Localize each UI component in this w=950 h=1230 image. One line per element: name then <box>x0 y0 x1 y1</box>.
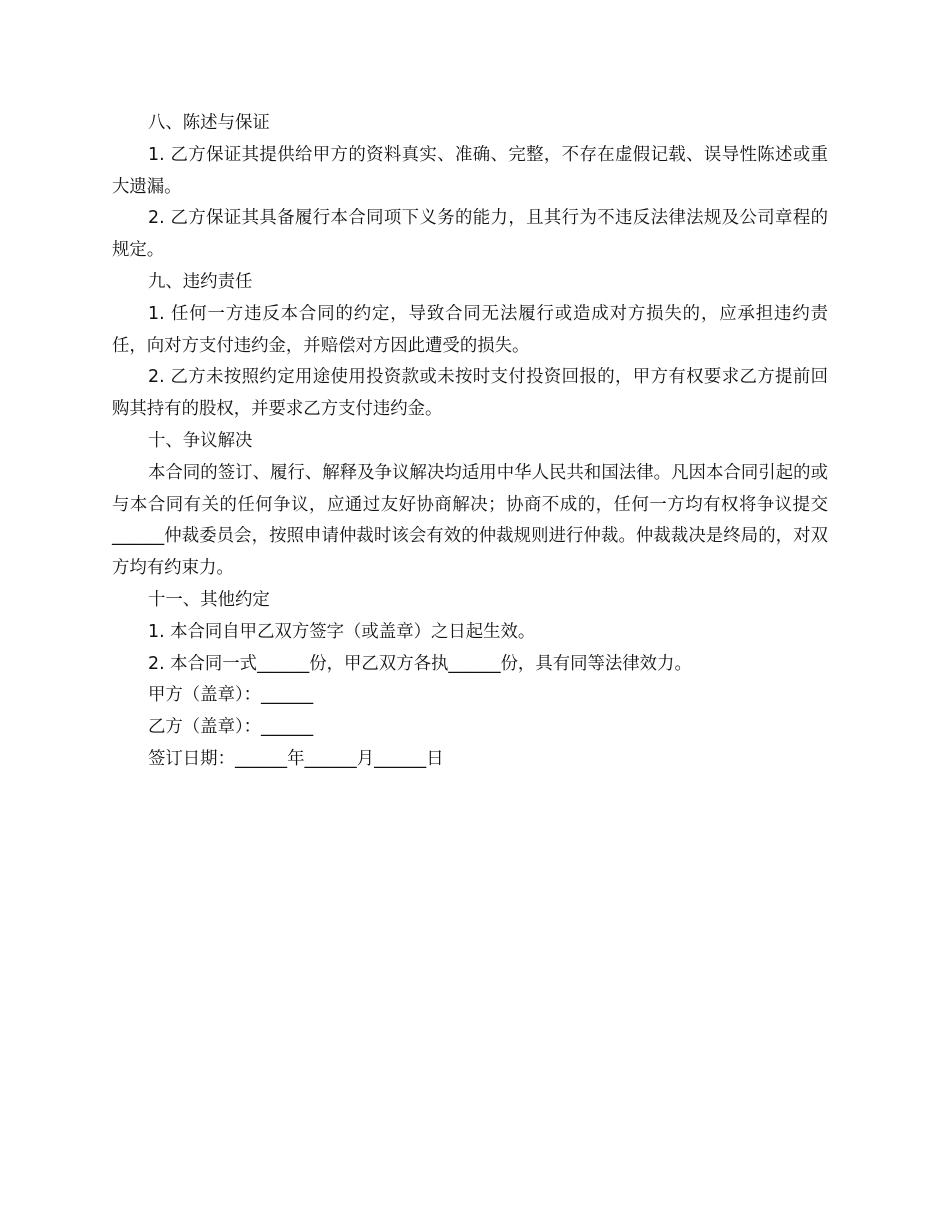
section-heading-representations: 八、陈述与保证 <box>148 113 270 133</box>
clause-9-2: 2. 乙方未按照约定用途使用投资款或未按时支付投资回报的，甲方有权要求乙方提前回购其持有的股权，并要求乙方支付违约金。 <box>112 367 828 420</box>
clause-8-2: 2. 乙方保证其具备履行本合同项下义务的能力，且其行为不违反法律法规及公司章程的规定。 <box>112 208 828 261</box>
clause-10: 本合同的签订、履行、解释及争议解决均适用中华人民共和国法律。凡因本合同引起的或与本合同有关的任何争议，应通过友好协商解决；协商不成的，任何一方均有权将争议提交______仲裁委员会，按照申请仲裁时该会有效的仲裁规则进行仲裁。仲裁裁决是终局的，对双方均有约束力。 <box>112 462 828 579</box>
section-heading-other: 十一、其他约定 <box>148 589 270 610</box>
party-b-signature-line: 乙方（盖章）：______ <box>148 717 314 738</box>
party-a-signature-line: 甲方（盖章）：______ <box>148 685 314 706</box>
clause-11-1: 1. 本合同自甲乙双方签字（或盖章）之日起生效。 <box>148 621 536 642</box>
clause-9-1: 1. 任何一方违反本合同的约定，导致合同无法履行或造成对方损失的，应承担违约责任，向对方支付违约金，并赔偿对方因此遭受的损失。 <box>112 303 828 356</box>
signing-date-line: 签订日期：______年______月______日 <box>148 748 444 769</box>
clause-11-2: 2. 本合同一式______份，甲乙双方各执______份，具有同等法律效力。 <box>148 653 692 674</box>
section-heading-liability: 九、违约责任 <box>148 271 253 292</box>
section-heading-dispute: 十、争议解决 <box>148 430 253 451</box>
document-body <box>112 108 828 776</box>
clause-8-1: 1. 乙方保证其提供给甲方的资料真实、准确、完整，不存在虚假记载、误导性陈述或重大遗漏。 <box>112 144 828 197</box>
